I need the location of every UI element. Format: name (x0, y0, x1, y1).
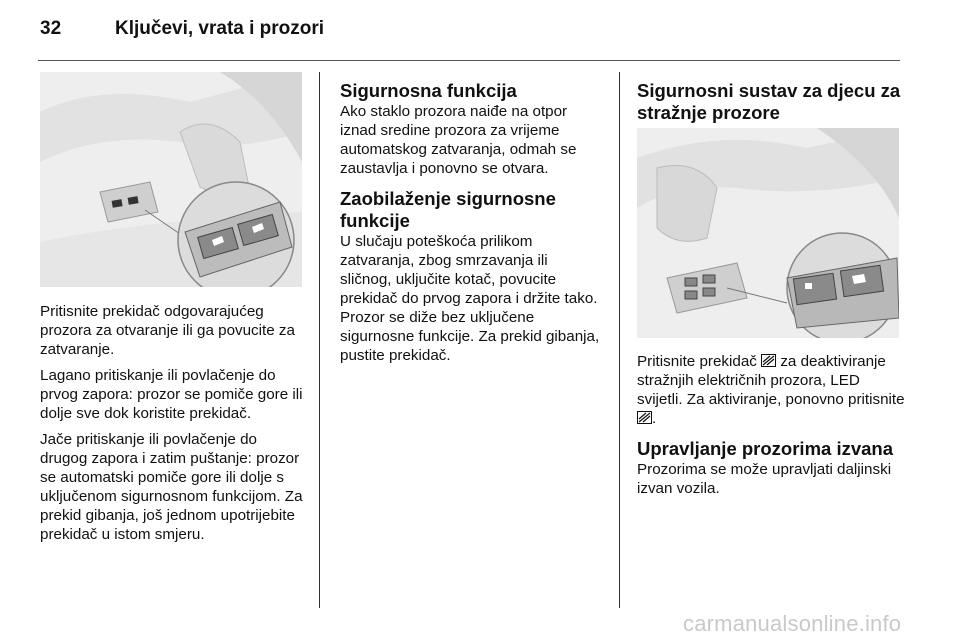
section-heading: Upravljanje prozorima izvana (637, 438, 894, 459)
child-lock-window-icon (761, 354, 776, 367)
section-heading: Sigurnosna funkcija (340, 80, 517, 101)
paragraph: Jače pritiskanje ili povlačenje do drugog zapora i zatim puštanje: prozor se automatski pomiče gore ili dolje s uključenom sigurnosnom funkcijom. Za prekid gibanja, još jednom upotrijebite prekidač u istom smjeru. (40, 431, 303, 543)
paragraph: Prozorima se može upravljati daljinski izvan vozila. (637, 461, 892, 497)
page-header (40, 18, 324, 40)
window-switch-illustration (40, 72, 302, 287)
paragraph: U slučaju poteškoća prilikom zatvaranja, zbog smrzavanja ili sličnog, uključite kotač, povucite prekidač do prvog zapora i držite tako. Prozor se diže bez uključene sigurnosne funkcije. Za prekid gibanja, pustite prekidač. (340, 233, 600, 364)
section-heading: Sigurnosni sustav za djecu za stražnje prozore (637, 80, 901, 123)
column-1 (40, 302, 306, 551)
child-lock-window-icon (637, 411, 652, 424)
column-divider-2 (619, 72, 620, 608)
paragraph: Ako staklo prozora naiđe na otpor iznad sredine prozora za vrijeme automatskog zatvaranja, odmah se zaustavlja i ponovno se otvara. (340, 103, 577, 177)
page-number: 32 (40, 18, 62, 39)
column-3 (637, 80, 905, 124)
column-2 (340, 80, 602, 372)
header-rule (38, 60, 900, 61)
paragraph: Pritisnite prekidač odgovarajućeg prozora za otvaranje ili ga povucite za zatvaranje. (40, 303, 295, 358)
column-3-body (637, 352, 905, 505)
child-lock-illustration (637, 128, 899, 338)
watermark: carmanualsonline.info (683, 611, 902, 636)
column-divider-1 (319, 72, 320, 608)
section-heading: Zaobilaženje sigurnosne funkcije (340, 188, 556, 231)
page-title: Ključevi, vrata i prozori (115, 18, 325, 39)
paragraph-child-lock: Pritisnite prekidač za deaktiviranje stražnjih električnih prozora, LED svijetli. Za aktiviranje, ponovno pritisnite . (637, 353, 905, 427)
paragraph: Lagano pritiskanje ili povlačenje do prvog zapora: prozor se pomiče gore ili dolje sve dok koristite prekidač. (40, 367, 303, 422)
